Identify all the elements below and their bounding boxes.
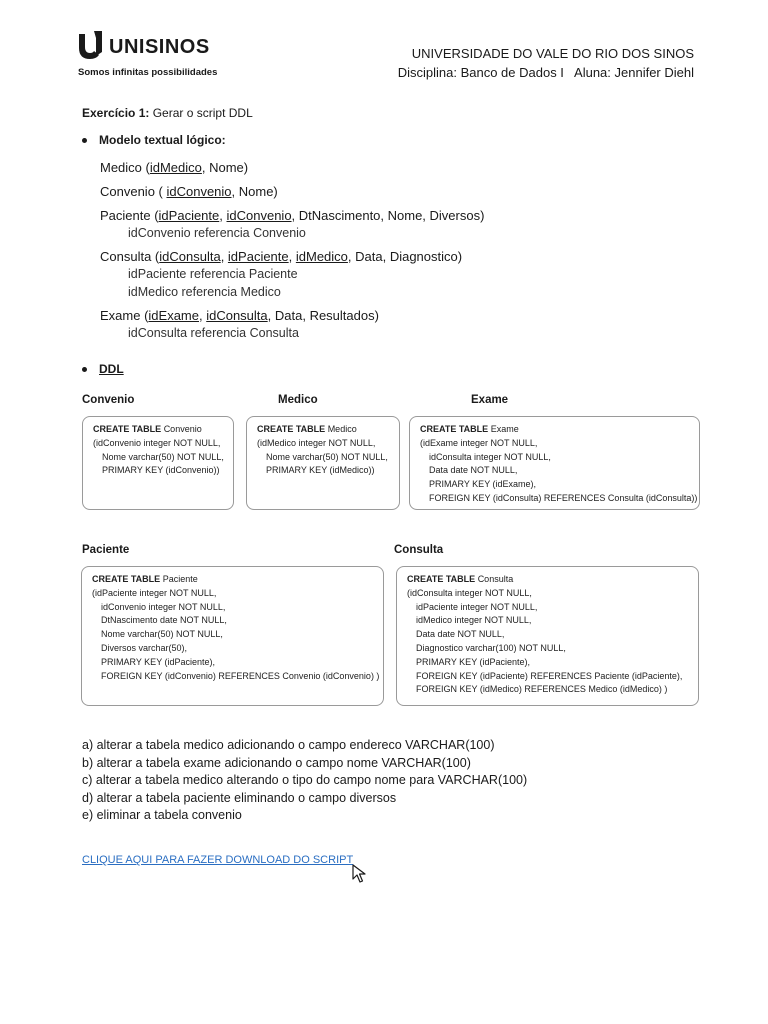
consulta-ref-medico: idMedico referencia Medico <box>128 285 281 299</box>
model-consulta: Consulta (idConsulta, idPaciente, idMedico, Data, Diagnostico) <box>100 249 463 264</box>
question-d: d) alterar a tabela paciente eliminando o campo diversos <box>82 790 397 805</box>
document-header <box>398 44 694 82</box>
ddl-paciente-box: CREATE TABLE Paciente (idPaciente integer NOT NULL, idConvenio integer NOT NULL, DtNascimento date NOT NULL, Nome varchar(50) NOT NULL, Diversos varchar(50), PRIMARY KEY (idPaciente), FOREIGN KEY (idConvenio) REFERENCES Convenio (idConvenio) ) <box>81 566 384 706</box>
questions-list <box>82 737 527 825</box>
consulta-ref-paciente: idPaciente referencia Paciente <box>128 267 298 281</box>
unisinos-logo-mark-icon <box>76 30 106 62</box>
header-convenio: Convenio <box>82 394 135 406</box>
header-exame: Exame <box>471 394 509 406</box>
model-medico: Medico (idMedico, Nome) <box>100 160 249 175</box>
bullet-icon <box>82 367 87 372</box>
question-a: a) alterar a tabela medico adicionando o campo endereco VARCHAR(100) <box>82 738 495 752</box>
course-student-line: Disciplina: Banco de Dados I Aluna: Jennifer Diehl <box>397 65 694 80</box>
question-c: c) alterar a tabela medico alterando o tipo do campo nome para VARCHAR(100) <box>82 773 528 788</box>
ddl-section-title: DDL <box>82 362 124 376</box>
university-name: UNIVERSIDADE DO VALE DO RIO DOS SINOS <box>411 46 694 61</box>
pointer-cursor-icon <box>352 864 370 884</box>
paciente-ref: idConvenio referencia Convenio <box>128 226 306 240</box>
download-script-link[interactable]: CLIQUE AQUI PARA FAZER DOWNLOAD DO SCRIPT <box>82 854 354 866</box>
header-consulta: Consulta <box>394 544 444 556</box>
model-convenio: Convenio ( idConvenio, Nome) <box>100 184 278 199</box>
ddl-convenio-box: CREATE TABLE Convenio (idConvenio integer NOT NULL, Nome varchar(50) NOT NULL, PRIMARY KEY (idConvenio)) <box>82 416 234 510</box>
exercise-text: Gerar o script DDL <box>152 106 253 120</box>
ddl-medico-box: CREATE TABLE Medico (idMedico integer NOT NULL, Nome varchar(50) NOT NULL, PRIMARY KEY (idMedico)) <box>246 416 400 510</box>
exercise-label: Exercício 1: <box>82 106 150 120</box>
logo-tagline: Somos infinitas possibilidades <box>78 67 218 78</box>
exercise-title <box>82 106 253 120</box>
header-paciente: Paciente <box>82 544 130 556</box>
ddl-exame-box: CREATE TABLE Exame (idExame integer NOT NULL, idConsulta integer NOT NULL, Data date NOT NULL, PRIMARY KEY (idExame), FOREIGN KEY (idConsulta) REFERENCES Consulta (idConsulta)) <box>409 416 700 510</box>
question-e: e) eliminar a tabela convenio <box>82 808 242 823</box>
unisinos-logo <box>76 30 216 80</box>
exame-ref: idConsulta referencia Consulta <box>128 326 299 340</box>
header-medico: Medico <box>278 394 318 406</box>
ddl-consulta-box: CREATE TABLE Consulta (idConsulta integer NOT NULL, idPaciente integer NOT NULL, idMedico integer NOT NULL, Data date NOT NULL, Diagnostico varchar(100) NOT NULL, PRIMARY KEY (idPaciente), FOREIGN KEY (idPaciente) REFERENCES Paciente (idPaciente), FOREIGN KEY (idMedico) REFERENCES Medico (idMedico) ) <box>396 566 699 706</box>
model-section-title: Modelo textual lógico: <box>82 133 226 147</box>
model-paciente: Paciente (idPaciente, idConvenio, DtNascimento, Nome, Diversos) <box>100 208 485 223</box>
model-exame: Exame (idExame, idConsulta, Data, Resultados) <box>100 308 379 323</box>
question-b: b) alterar a tabela exame adicionando o campo nome VARCHAR(100) <box>82 755 471 770</box>
bullet-icon <box>82 138 87 143</box>
logo-name: UNISINOS <box>109 36 210 58</box>
